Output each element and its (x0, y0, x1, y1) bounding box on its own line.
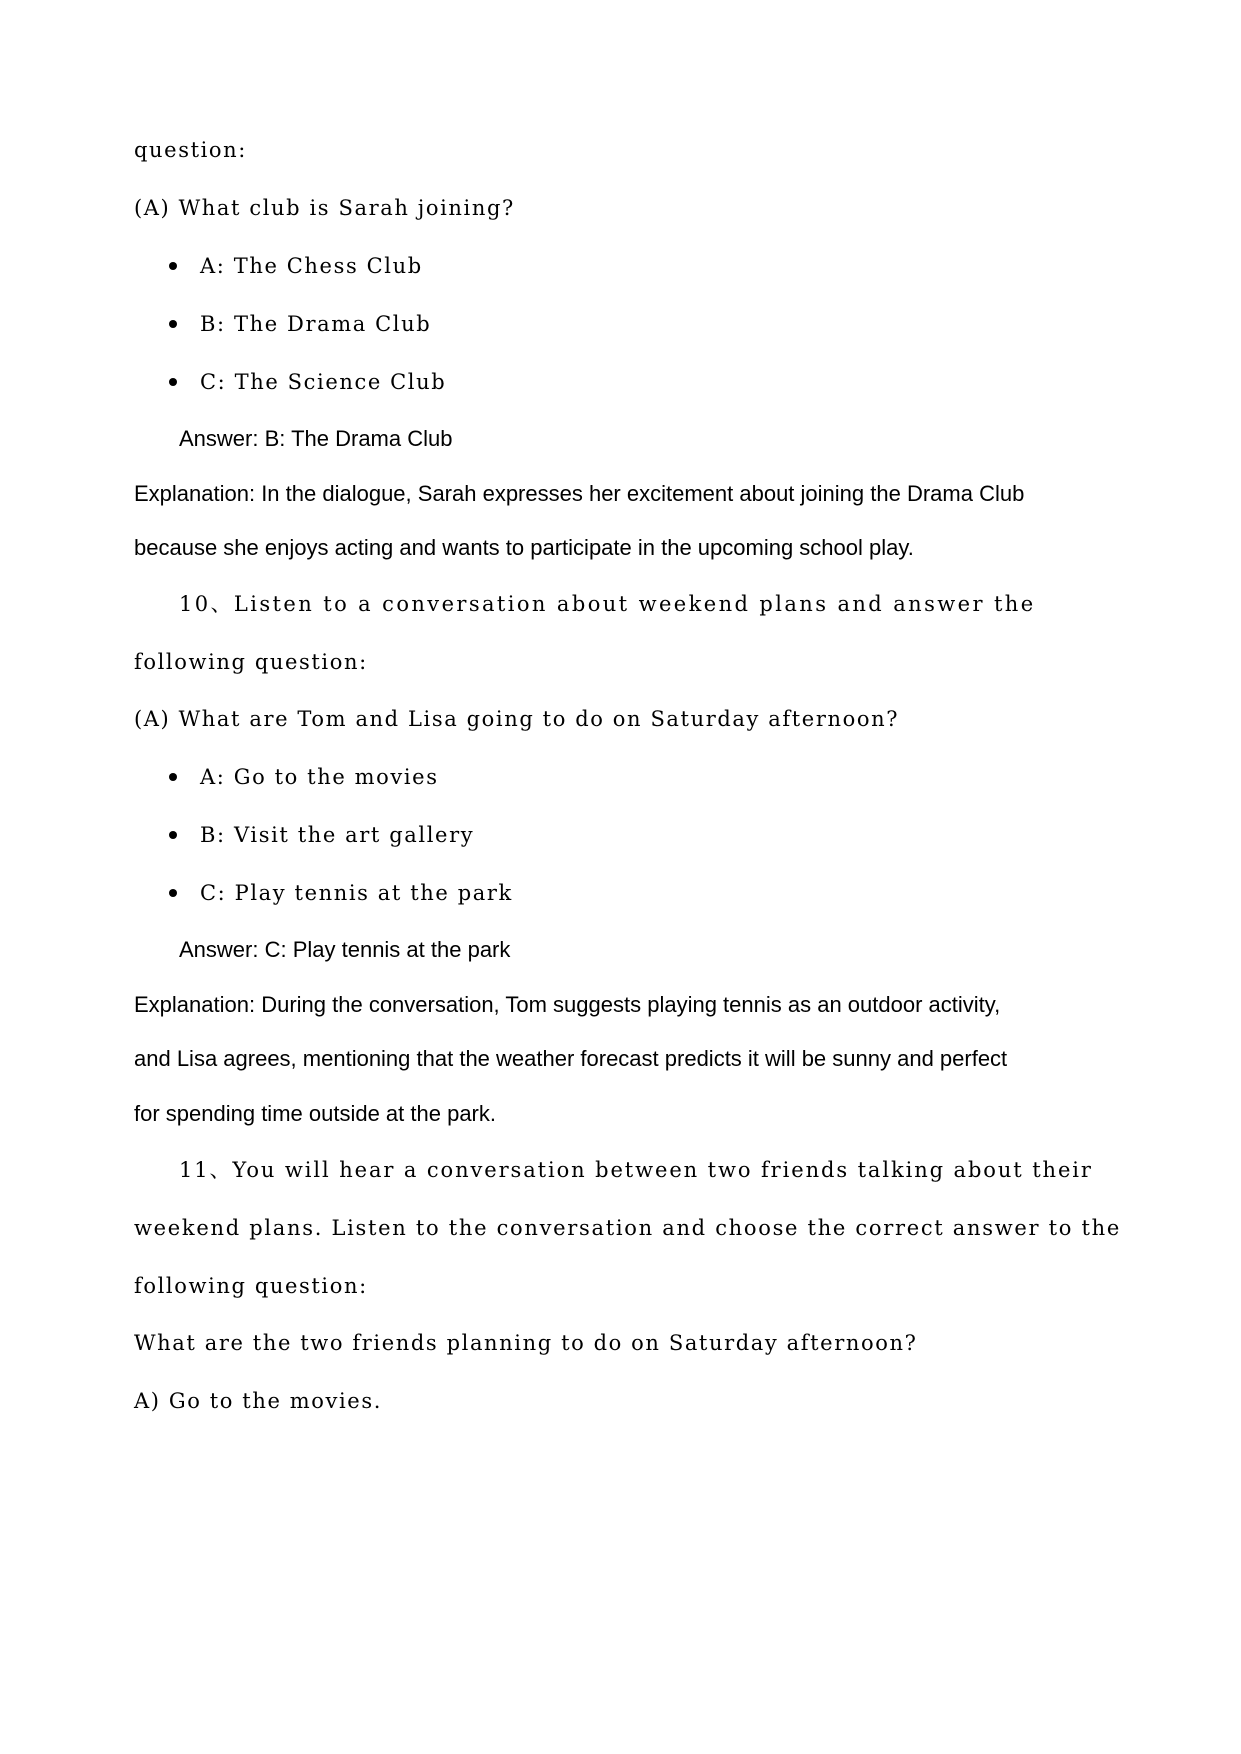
question-stem: following question: (134, 650, 368, 674)
question-prompt: (A) What are Tom and Lisa going to do on Saturday afternoon? (134, 707, 900, 731)
bullet-icon (169, 378, 177, 386)
option-b: B: Visit the art gallery (200, 823, 475, 847)
bullet-icon (169, 320, 177, 328)
explanation-line: because she enjoys acting and wants to participate in the upcoming school play. (134, 535, 914, 560)
option-c: C: The Science Club (200, 370, 447, 394)
option-a: A: The Chess Club (200, 254, 423, 278)
explanation-line: Explanation: In the dialogue, Sarah expresses her excitement about joining the Drama Club (134, 481, 1025, 506)
bullet-icon (169, 831, 177, 839)
bullet-icon (169, 889, 177, 897)
explanation-line: for spending time outside at the park. (134, 1101, 496, 1126)
bullet-icon (169, 773, 177, 781)
option-c: C: Play tennis at the park (200, 881, 513, 905)
explanation-line: and Lisa agrees, mentioning that the weather forecast predicts it will be sunny and perfect (134, 1046, 1008, 1071)
question-stem: 11、You will hear a conversation between two friends talking about their (179, 1158, 1093, 1182)
question-stem: 10、Listen to a conversation about weekend plans and answer the (179, 592, 1036, 616)
question-stem-tail: question: (134, 138, 247, 162)
question-stem: weekend plans. Listen to the conversation and choose the correct answer to the (134, 1216, 1121, 1240)
answer-line: Answer: C: Play tennis at the park (179, 937, 511, 962)
question-prompt: (A) What club is Sarah joining? (134, 196, 515, 220)
explanation-line: Explanation: During the conversation, Tom suggests playing tennis as an outdoor activity, (134, 992, 1001, 1017)
bullet-icon (169, 262, 177, 270)
question-prompt: What are the two friends planning to do on Saturday afternoon? (134, 1331, 918, 1355)
option-a: A: Go to the movies (200, 765, 439, 789)
question-stem: following question: (134, 1274, 368, 1298)
option-b: B: The Drama Club (200, 312, 432, 336)
answer-line: Answer: B: The Drama Club (179, 426, 453, 451)
option-a: A) Go to the movies. (134, 1389, 382, 1413)
